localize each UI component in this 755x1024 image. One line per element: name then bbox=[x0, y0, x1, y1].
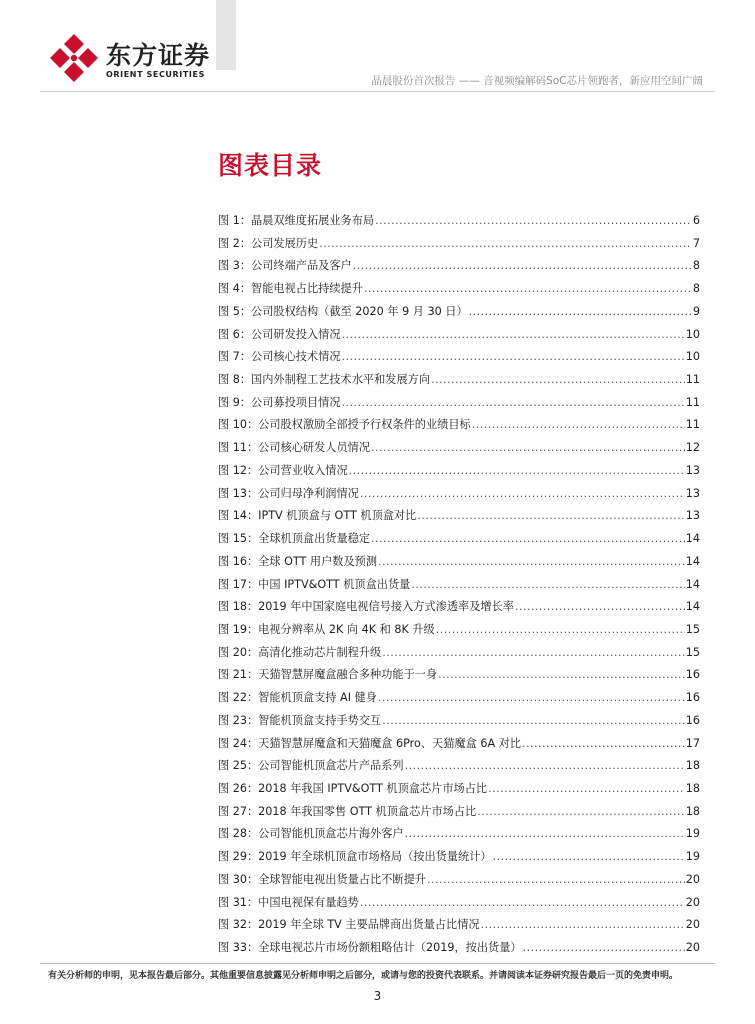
toc-entry-label: 图 10：公司股权激励全部授予行权条件的业绩目标 bbox=[218, 418, 471, 432]
toc-entry-page: 13 bbox=[685, 486, 700, 500]
toc-entry-label: 图 25：公司智能机顶盒芯片产品系列 bbox=[218, 759, 404, 773]
toc-entry[interactable] bbox=[218, 485, 700, 508]
toc-entry-page: 9 bbox=[692, 304, 700, 318]
toc-dot-leader bbox=[360, 487, 685, 500]
toc-entry-label: 图 32：2019 年全球 TV 主要品牌商出货量占比情况 bbox=[218, 918, 480, 932]
toc-entry[interactable] bbox=[218, 235, 700, 258]
toc-entry-page: 20 bbox=[685, 918, 700, 932]
toc-entry-page: 15 bbox=[685, 645, 700, 659]
toc-dot-leader bbox=[371, 441, 685, 454]
toc-entry-label: 图 27：2018 年我国零售 OTT 机顶盒芯片市场占比 bbox=[218, 804, 477, 818]
toc-dot-leader bbox=[342, 328, 685, 341]
toc-entry-label: 图 14：IPTV 机顶盒与 OTT 机顶盒对比 bbox=[218, 509, 417, 523]
toc-entry-label: 图 1：晶晨双维度拓展业务布局 bbox=[218, 214, 375, 227]
toc-dot-leader bbox=[523, 941, 685, 954]
toc-entry-page: 20 bbox=[685, 941, 700, 954]
toc-entry-page: 14 bbox=[685, 554, 700, 568]
toc-dot-leader bbox=[382, 714, 685, 727]
toc-entry-label: 图 15：全球机顶盒出货量稳定 bbox=[218, 532, 371, 546]
toc-entry[interactable] bbox=[218, 348, 700, 371]
toc-dot-leader bbox=[382, 646, 685, 659]
toc-entry-label: 图 9：公司募投项目情况 bbox=[218, 395, 341, 409]
toc-dot-leader bbox=[431, 373, 685, 386]
toc-entry[interactable] bbox=[218, 416, 700, 439]
toc-entry-label: 图 33：全球电视芯片市场份额粗略估计（2019，按出货量） bbox=[218, 941, 522, 954]
toc-entry-page: 11 bbox=[685, 373, 700, 387]
page-title: 图表目录 bbox=[218, 151, 323, 180]
toc-entry-label: 图 26：2018 年我国 IPTV&OTT 机顶盒芯片市场占比 bbox=[218, 781, 488, 795]
toc-dot-leader bbox=[493, 850, 685, 863]
toc-entry[interactable] bbox=[218, 712, 700, 735]
toc-entry-page: 19 bbox=[685, 827, 700, 841]
toc-entry[interactable] bbox=[218, 689, 700, 712]
logo-chinese-name: 东方证券 bbox=[106, 41, 211, 70]
toc-entry-page: 11 bbox=[685, 418, 700, 432]
toc-dot-leader bbox=[360, 896, 685, 909]
toc-dot-leader bbox=[378, 691, 685, 704]
toc-entry-label: 图 7：公司核心技术情况 bbox=[218, 350, 341, 364]
toc-entry-page: 7 bbox=[692, 236, 700, 250]
toc-entry-page: 18 bbox=[685, 781, 700, 795]
toc-entry[interactable] bbox=[218, 462, 700, 485]
toc-entry-page: 10 bbox=[685, 350, 700, 364]
toc-dot-leader bbox=[522, 737, 685, 750]
toc-dot-leader bbox=[436, 623, 685, 636]
toc-dot-leader bbox=[405, 827, 685, 840]
toc-entry-label: 图 21：天猫智慧屏魔盒融合多种功能于一身 bbox=[218, 668, 438, 682]
toc-entry[interactable] bbox=[218, 280, 700, 303]
toc-entry[interactable] bbox=[218, 621, 700, 644]
toc-dot-leader bbox=[342, 396, 685, 409]
toc-dot-leader bbox=[488, 782, 685, 795]
toc-entry-label: 图 3：公司终端产品及客户 bbox=[218, 259, 352, 273]
company-logo bbox=[48, 30, 218, 86]
toc-entry-page: 16 bbox=[685, 668, 700, 682]
toc-dot-leader bbox=[342, 350, 685, 363]
toc-entry-page: 11 bbox=[685, 395, 700, 409]
toc-entry[interactable] bbox=[218, 439, 700, 462]
toc-entry-label: 图 24：天猫智慧屏魔盒和天猫魔盒 6Pro、天猫魔盒 6A 对比 bbox=[218, 736, 522, 750]
toc-entry-page: 15 bbox=[685, 622, 700, 636]
toc-entry[interactable] bbox=[218, 576, 700, 599]
toc-entry-page: 10 bbox=[685, 327, 700, 341]
toc-entry-page: 14 bbox=[685, 577, 700, 591]
toc-entry[interactable] bbox=[218, 757, 700, 780]
toc-entry-page: 12 bbox=[685, 441, 700, 455]
toc-dot-leader bbox=[427, 873, 685, 886]
toc-dot-leader bbox=[375, 214, 692, 227]
footer-disclaimer: 有关分析师的申明，见本报告最后部分。其他重要信息披露见分析师申明之后部分，或请与您的投资代表联系。并请阅读本证券研究报告最后一页的免责申明。 bbox=[48, 971, 679, 981]
toc-entry[interactable] bbox=[218, 394, 700, 417]
toc-entry[interactable] bbox=[218, 848, 700, 871]
toc-entry[interactable] bbox=[218, 530, 700, 553]
toc-dot-leader bbox=[353, 259, 692, 272]
toc-dot-leader bbox=[378, 555, 685, 568]
toc-entry-label: 图 16：全球 OTT 用户数及预测 bbox=[218, 554, 378, 568]
toc-dot-leader bbox=[481, 918, 685, 931]
toc-entry[interactable] bbox=[218, 780, 700, 803]
report-subtitle: 晶晨股份首次报告 —— 音视频编解码SoC芯片领跑者，新应用空间广阔 bbox=[371, 75, 703, 87]
toc-entry-page: 14 bbox=[685, 600, 700, 614]
toc-entry-label: 图 29：2019 年全球机顶盒市场格局（按出货量统计） bbox=[218, 850, 492, 864]
toc-entry-page: 8 bbox=[692, 259, 700, 273]
toc-entry[interactable] bbox=[218, 212, 700, 235]
toc-entry-page: 13 bbox=[685, 463, 700, 477]
toc-dot-leader bbox=[349, 464, 685, 477]
toc-entry-label: 图 11：公司核心研发人员情况 bbox=[218, 441, 371, 455]
toc-entry-page: 20 bbox=[685, 895, 700, 909]
toc-entry-label: 图 2：公司发展历史 bbox=[218, 236, 319, 250]
toc-entry-page: 14 bbox=[685, 532, 700, 546]
orient-securities-logo-icon bbox=[48, 32, 100, 84]
header-decor-bar bbox=[216, 0, 236, 70]
toc-entry-page: 18 bbox=[685, 759, 700, 773]
toc-entry-label: 图 13：公司归母净利润情况 bbox=[218, 486, 359, 500]
page-number: 3 bbox=[373, 989, 382, 1003]
toc-entry[interactable] bbox=[218, 803, 700, 826]
toc-entry-label: 图 17：中国 IPTV&OTT 机顶盒出货量 bbox=[218, 577, 411, 591]
toc-entry[interactable] bbox=[218, 894, 700, 917]
toc-entry[interactable] bbox=[218, 939, 700, 962]
logo-english-name: ORIENT SECURITIES bbox=[106, 70, 205, 79]
toc-entry-label: 图 22：智能机顶盒支持 AI 健身 bbox=[218, 691, 377, 705]
toc-entry-label: 图 12：公司营业收入情况 bbox=[218, 463, 348, 477]
toc-entry[interactable] bbox=[218, 326, 700, 349]
toc-entry-label: 图 20：高清化推动芯片制程升级 bbox=[218, 645, 382, 659]
toc-entry-label: 图 31：中国电视保有量趋势 bbox=[218, 895, 359, 909]
toc-dot-leader bbox=[515, 600, 685, 613]
toc-entry-page: 18 bbox=[685, 804, 700, 818]
toc-entry[interactable] bbox=[218, 371, 700, 394]
toc-entry[interactable] bbox=[218, 598, 700, 621]
figure-index-list bbox=[218, 212, 700, 962]
toc-entry[interactable] bbox=[218, 871, 700, 894]
toc-entry-page: 6 bbox=[692, 214, 700, 227]
toc-entry-page: 8 bbox=[692, 282, 700, 296]
toc-entry-label: 图 18：2019 年中国家庭电视信号接入方式渗透率及增长率 bbox=[218, 600, 514, 614]
toc-entry-page: 20 bbox=[685, 872, 700, 886]
toc-entry-label: 图 23：智能机顶盒支持手势交互 bbox=[218, 713, 382, 727]
header-divider bbox=[40, 91, 715, 92]
toc-entry[interactable] bbox=[218, 553, 700, 576]
toc-entry[interactable] bbox=[218, 825, 700, 848]
toc-dot-leader bbox=[472, 418, 685, 431]
toc-entry-label: 图 6：公司研发投入情况 bbox=[218, 327, 341, 341]
toc-dot-leader bbox=[405, 759, 685, 772]
toc-dot-leader bbox=[364, 282, 692, 295]
toc-dot-leader bbox=[319, 237, 692, 250]
toc-entry[interactable] bbox=[218, 257, 700, 280]
toc-entry[interactable] bbox=[218, 303, 700, 326]
toc-entry-page: 17 bbox=[685, 736, 700, 750]
toc-dot-leader bbox=[371, 532, 685, 545]
toc-entry[interactable] bbox=[218, 507, 700, 530]
toc-entry-label: 图 28：公司智能机顶盒芯片海外客户 bbox=[218, 827, 404, 841]
toc-dot-leader bbox=[411, 578, 684, 591]
toc-entry-label: 图 5：公司股权结构（截至 2020 年 9 月 30 日） bbox=[218, 304, 468, 318]
toc-entry-label: 图 19：电视分辨率从 2K 向 4K 和 8K 升级 bbox=[218, 622, 435, 636]
toc-entry[interactable] bbox=[218, 735, 700, 758]
toc-entry-label: 图 30：全球智能电视出货量占比不断提升 bbox=[218, 872, 426, 886]
toc-entry-label: 图 8：国内外制程工艺技术水平和发展方向 bbox=[218, 373, 431, 387]
toc-dot-leader bbox=[417, 509, 684, 522]
toc-entry[interactable] bbox=[218, 644, 700, 667]
footer-divider bbox=[40, 963, 715, 964]
toc-dot-leader bbox=[438, 668, 685, 681]
toc-entry[interactable] bbox=[218, 916, 700, 939]
toc-entry-page: 16 bbox=[685, 691, 700, 705]
toc-entry-page: 19 bbox=[685, 850, 700, 864]
toc-dot-leader bbox=[477, 805, 685, 818]
toc-entry-page: 16 bbox=[685, 713, 700, 727]
toc-dot-leader bbox=[469, 305, 692, 318]
toc-entry[interactable] bbox=[218, 666, 700, 689]
toc-entry-page: 13 bbox=[685, 509, 700, 523]
toc-entry-label: 图 4：智能电视占比持续提升 bbox=[218, 282, 363, 296]
